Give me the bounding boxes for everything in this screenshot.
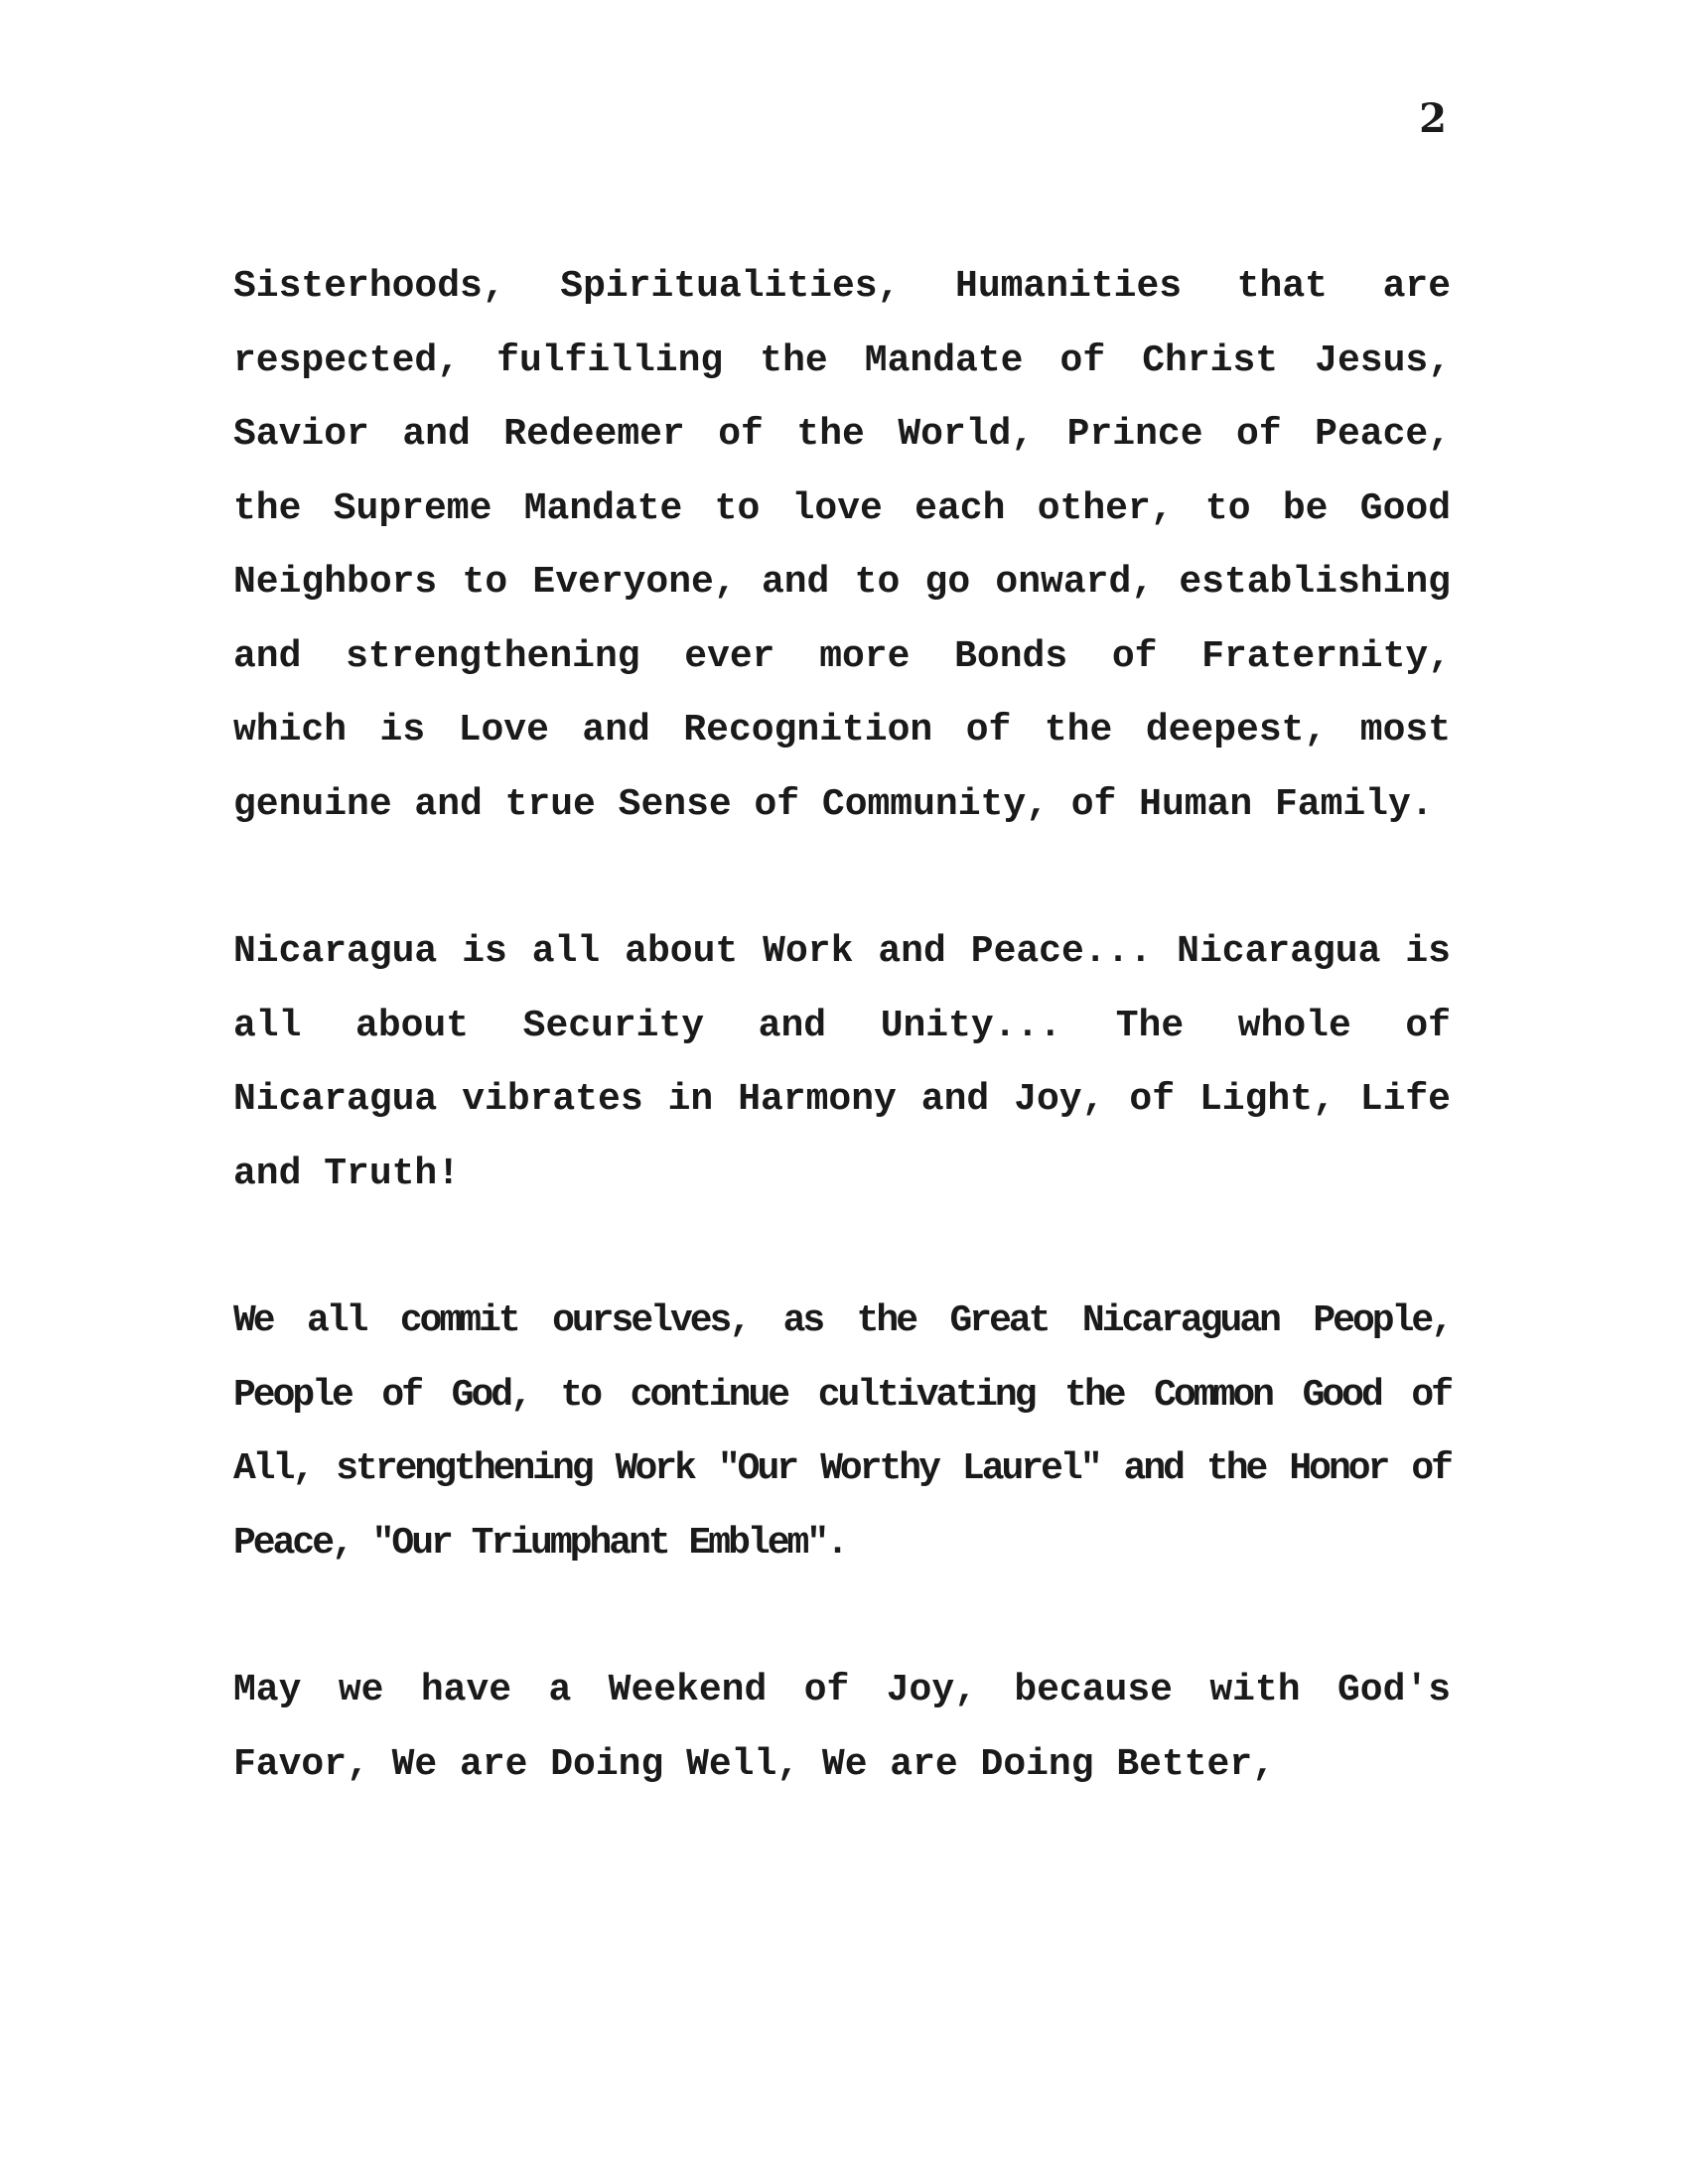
paragraph-nicaragua-peace: Nicaragua is all about Work and Peace... Nicaragua is all about Security and Unity... The whole of Nicaragua vibrates in Harmony and Joy, of Light, Life and Truth!: [233, 930, 1451, 1195]
page-number: 2: [1419, 95, 1447, 142]
document-body: [233, 250, 1451, 1802]
paragraph-fraternity: Sisterhoods, Spiritualities, Humanities that are respected, fulfilling the Mandate of Christ Jesus, Savior and Redeemer of the World, Prince of Peace, the Supreme Mandate to love each other, to be Good Neighbors to Everyone, and to go onward, establishing and strengthening ever more Bonds of Fraternity, which is Love and Recognition of the deepest, most genuine and true Sense of Community, of Human Family.: [233, 265, 1451, 826]
paragraph-commitment: We all commit ourselves, as the Great Nicaraguan People, People of God, to continue cultivating the Common Good of All, strengthening Work "Our Worthy Laurel" and the Honor of Peace, "Our Triumphant Emblem".: [233, 1299, 1451, 1565]
paragraph-weekend: May we have a Weekend of Joy, because with God's Favor, We are Doing Well, We are Doing Better,: [233, 1669, 1451, 1786]
